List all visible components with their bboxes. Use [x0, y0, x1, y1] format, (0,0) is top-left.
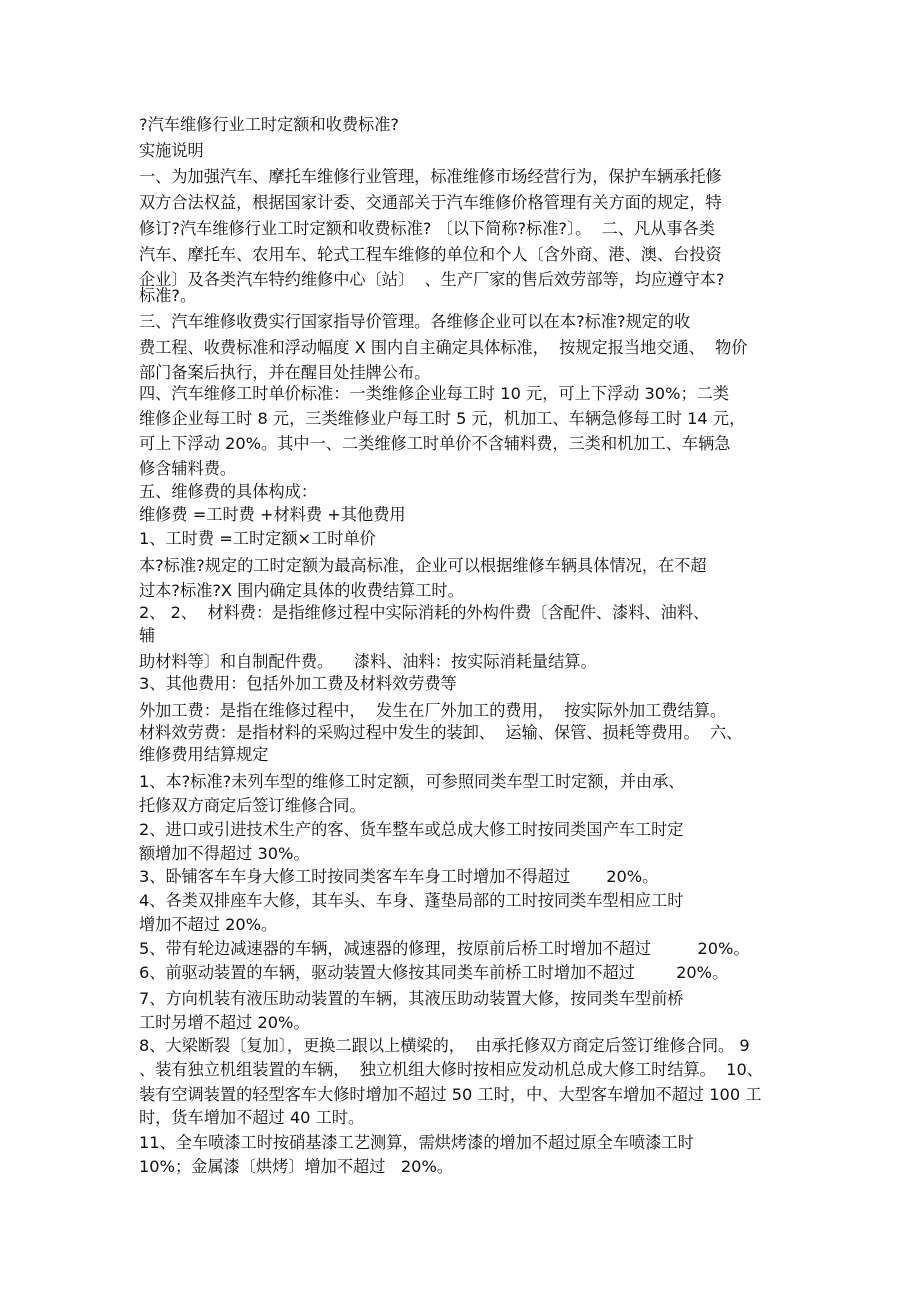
body-line: 汽车、摩托车、农用车、轮式工程车维修的单位和个人〔含外商、港、澳、台投资 — [139, 245, 722, 264]
body-line: 三、汽车维修收费实行国家指导价管理。各维修企业可以在本?标准?规定的收 — [139, 312, 691, 331]
body-line: 额增加不得超过 30%。 — [139, 844, 310, 863]
body-line: 双方合法权益，根据国家计委、交通部关于汽车维修价格管理有关方面的规定，特 — [139, 193, 722, 212]
body-line: 5、带有轮边减速器的车辆，减速器的修理，按原前后桥工时增加不超过 20%。 — [139, 939, 750, 958]
body-line: 2、 2、 材料费：是指维修过程中实际消耗的外构件费〔含配件、漆料、油料、 — [139, 603, 710, 622]
body-line: 辅 — [139, 626, 156, 645]
body-line: 维修费 =工时费 +材料费 +其他费用 — [139, 505, 406, 524]
body-line: 可上下浮动 20%。其中一、二类维修工时单价不含辅料费，三类和机加工、车辆急 — [139, 434, 731, 453]
body-line: 材料效劳费：是指材料的采购过程中发生的装卸、 运输、保管、损耗等费用。 六、 — [139, 723, 743, 742]
document-subtitle: 实施说明 — [139, 141, 204, 160]
body-line: 、装有独立机组装置的车辆， 独立机组大修时按相应发动机总成大修工时结算。 10、 — [139, 1060, 763, 1079]
body-line: 费工程、收费标准和浮动幅度 X 围内自主确定具体标准， 按规定报当地交通、 物价 — [139, 338, 748, 357]
body-line: 企业〕及各类汽车特约维修中心〔站〕 、生产厂家的售后效劳部等，均应遵守本? — [139, 270, 725, 289]
body-line: 五、维修费的具体构成： — [139, 482, 318, 501]
body-line: 时，货车增加不超过 40 工时。 — [139, 1108, 365, 1127]
body-line: 7、方向机装有液压助动装置的车辆，其液压助动装置大修，按同类车型前桥 — [139, 989, 684, 1008]
document-title: ?汽车维修行业工时定额和收费标准? — [139, 115, 399, 134]
body-line: 11、全车喷漆工时按硝基漆工艺测算，需烘烤漆的增加不超过原全车喷漆工时 — [139, 1133, 694, 1152]
body-line: 1、工时费 =工时定额×工时单价 — [139, 529, 376, 548]
body-line: 3、其他费用：包括外加工费及材料效劳费等 — [139, 674, 457, 693]
body-line: 6、前驱动装置的车辆，驱动装置大修按其同类车前桥工时增加不超过 20%。 — [139, 963, 729, 982]
body-line: 助材料等〕和自制配件费。 漆料、油料：按实际消耗量结算。 — [139, 652, 597, 671]
body-line: 修含辅料费。 — [139, 459, 237, 478]
body-line: 2、进口或引进技术生产的客、货车整车或总成大修工时按同类国产车工时定 — [139, 820, 684, 839]
body-line: 外加工费：是指在维修过程中， 发生在厂外加工的费用， 按实际外加工费结算。 — [139, 701, 727, 720]
body-line: 装有空调装置的轻型客车大修时增加不超过 50 工时，中、大型客车增加不超过 100 工 — [139, 1085, 762, 1104]
body-line: 维修企业每工时 8 元，三类维修业户每工时 5 元，机加工、车辆急修每工时 14 元， — [139, 409, 746, 428]
body-line: 修订?汽车维修行业工时定额和收费标准? 〔以下简称?标准?〕。 二、凡从事各类 — [139, 219, 715, 238]
body-line: 四、汽车维修工时单价标准：一类维修企业每工时 10 元，可上下浮动 30%；二类 — [139, 384, 730, 403]
body-line: 1、本?标准?未列车型的维修工时定额，可参照同类车型工时定额，并由承、 — [139, 772, 685, 791]
body-line: 过本?标准?X 围内确定具体的收费结算工时。 — [139, 581, 464, 600]
body-line: 标准?。 — [139, 286, 197, 305]
body-line: 部门备案后执行，并在醒目处挂牌公布。 — [139, 363, 431, 382]
body-line: 10%；金属漆〔烘烤〕增加不超过 20%。 — [139, 1157, 454, 1176]
body-line: 一、为加强汽车、摩托车维修行业管理，标准维修市场经营行为，保护车辆承托修 — [139, 167, 722, 186]
body-line: 维修费用结算规定 — [139, 745, 269, 764]
body-line: 4、各类双排座车大修，其车头、车身、蓬垫局部的工时按同类车型相应工时 — [139, 891, 684, 910]
body-line: 增加不超过 20%。 — [139, 915, 278, 934]
body-line: 3、卧铺客车车身大修工时按同类客车车身工时增加不得超过 20%。 — [139, 867, 659, 886]
body-line: 本?标准?规定的工时定额为最高标准，企业可以根据维修车辆具体情况，在不超 — [139, 556, 707, 575]
body-line: 托修双方商定后签订维修合同。 — [139, 796, 366, 815]
body-line: 8、大梁断裂〔复加〕，更换二跟以上横梁的， 由承托修双方商定后签订维修合同。 9 — [139, 1036, 750, 1055]
body-line: 工时另增不超过 20%。 — [139, 1013, 310, 1032]
